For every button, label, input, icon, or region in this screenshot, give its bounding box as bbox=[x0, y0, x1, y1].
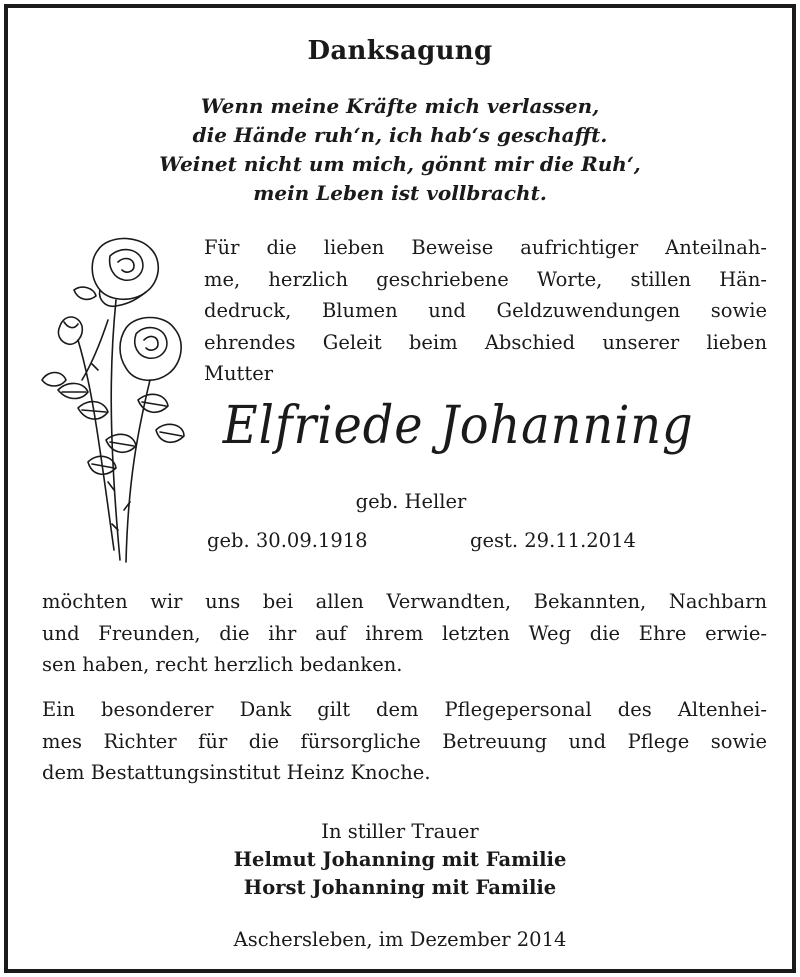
intro-line: me, herzlich geschriebene Worte, stillen Hän- bbox=[204, 267, 767, 291]
place-date: Aschersleben, im Dezember 2014 bbox=[233, 928, 567, 951]
thanks-paragraph bbox=[42, 586, 767, 681]
intro-line: ehrendes Geleit beim Abschied unserer lieben bbox=[204, 330, 767, 354]
poem bbox=[8, 92, 792, 208]
intro-line: Für die lieben Beweise aufrichtiger Anteilnah- bbox=[204, 236, 767, 259]
poem-line: die Hände ruh‘n, ich hab‘s geschafft. bbox=[192, 123, 608, 147]
notice-title: Danksagung bbox=[307, 36, 493, 66]
paragraph-line: sen haben, recht herzlich bedanken. bbox=[42, 653, 403, 676]
birth-date: geb. 30.09.1918 bbox=[207, 529, 368, 552]
paragraph-line: dem Bestattungsinstitut Heinz Knoche. bbox=[42, 761, 431, 784]
paragraph-line: mes Richter für die fürsorgliche Betreuung und Pflege sowie bbox=[42, 729, 767, 753]
deceased-name: Elfriede Johanning bbox=[222, 396, 694, 456]
closing-block bbox=[8, 818, 792, 902]
intro-line: Mutter bbox=[204, 362, 274, 385]
maiden-name: geb. Heller bbox=[355, 490, 467, 513]
poem-line: mein Leben ist vollbracht. bbox=[253, 181, 547, 205]
closing-intro: In stiller Trauer bbox=[321, 820, 479, 843]
intro-text bbox=[204, 232, 767, 390]
family-signature: Horst Johanning mit Familie bbox=[243, 876, 557, 899]
paragraph-line: möchten wir uns bei allen Verwandten, Bekannten, Nachbarn bbox=[42, 590, 767, 613]
paragraph-line: Ein besonderer Dank gilt dem Pflegepersonal des Altenhei- bbox=[42, 698, 767, 721]
special-thanks-paragraph bbox=[42, 694, 767, 789]
poem-line: Weinet nicht um mich, gönnt mir die Ruh‘, bbox=[159, 152, 641, 176]
paragraph-line: und Freunden, die ihr auf ihrem letzten Weg die Ehre erwie- bbox=[42, 621, 767, 645]
poem-line: Wenn meine Kräfte mich verlassen, bbox=[200, 94, 600, 118]
obituary-frame bbox=[4, 4, 796, 973]
family-signature: Helmut Johanning mit Familie bbox=[233, 848, 567, 871]
intro-line: dedruck, Blumen und Geldzuwendungen sowie bbox=[204, 299, 767, 322]
death-date: gest. 29.11.2014 bbox=[470, 529, 636, 552]
rose-illustration-icon bbox=[38, 230, 188, 568]
